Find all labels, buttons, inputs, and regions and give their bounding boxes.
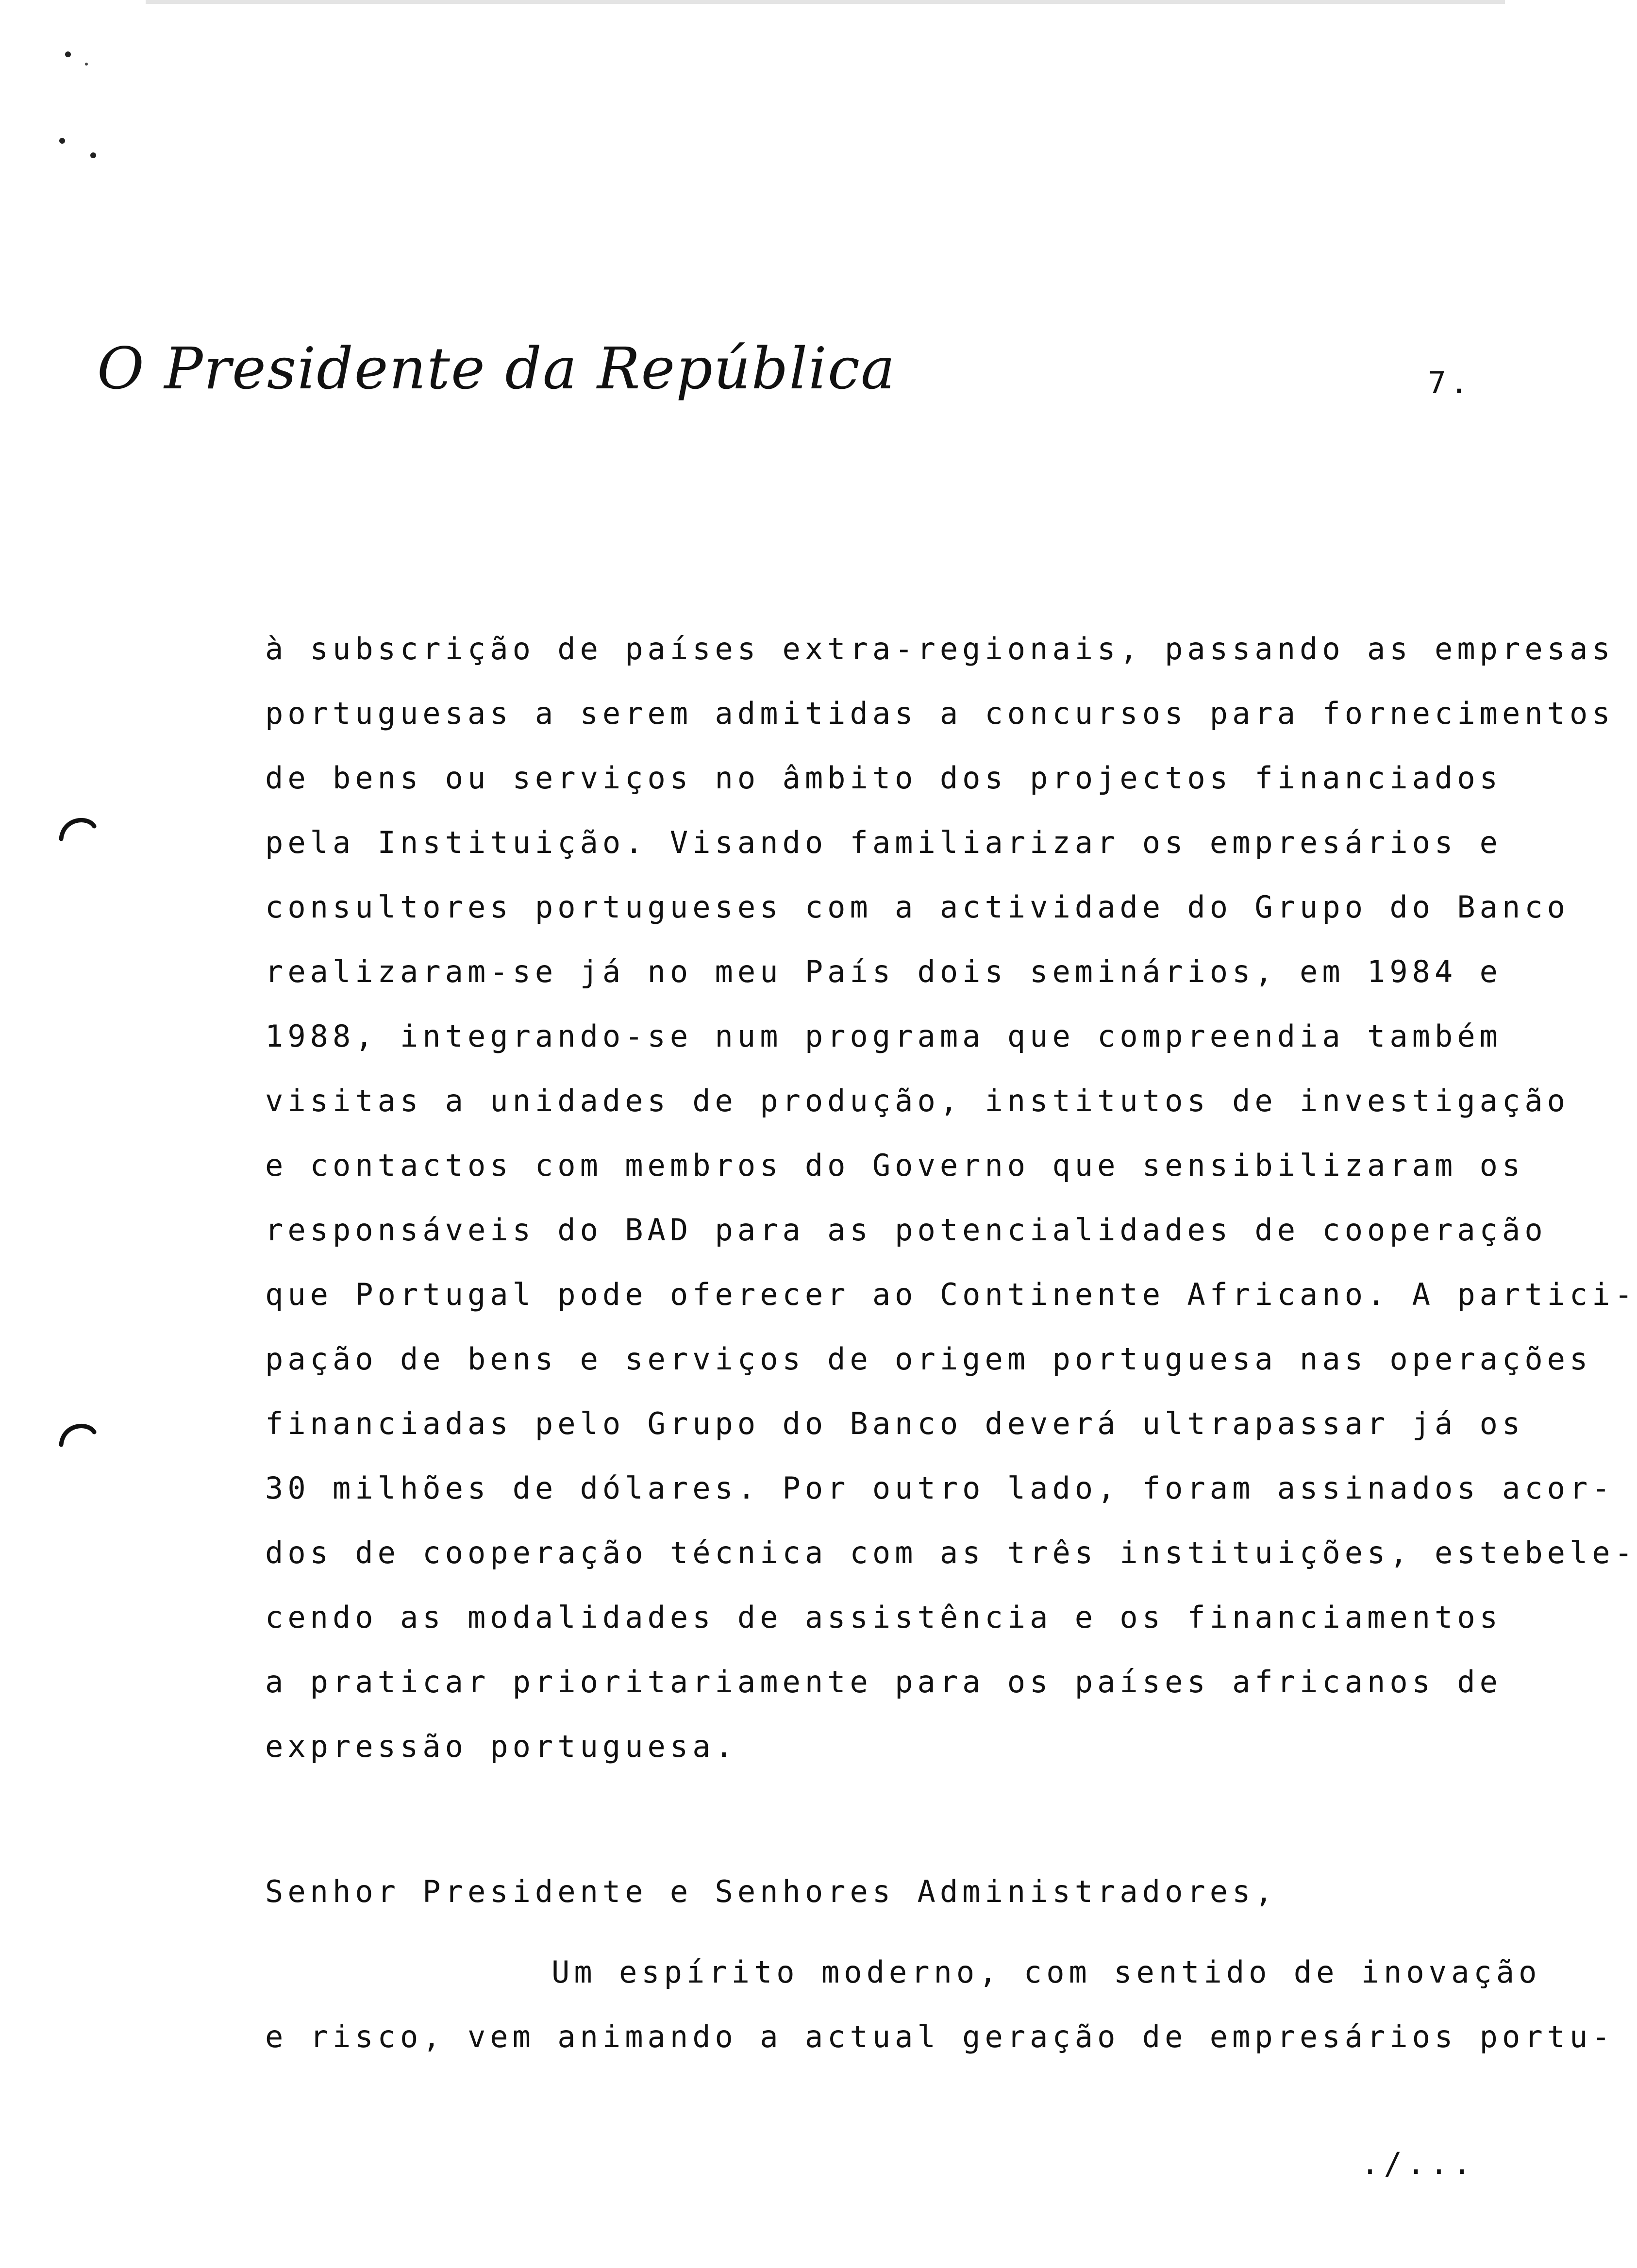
text-line: e risco, vem animando a actual geração de empresários portu- — [265, 2019, 1615, 2054]
paragraph-1 — [265, 617, 1637, 1779]
text-line: 1988, integrando-se num programa que compreendia também — [265, 1018, 1502, 1054]
text-line: realizaram-se já no meu País dois seminários, em 1984 e — [265, 954, 1502, 989]
page-number: 7. — [1428, 365, 1472, 400]
scan-artifacts — [0, 0, 1592, 194]
continuation-mark: ./... — [1361, 2146, 1476, 2181]
letterhead-title: O Presidente da República — [97, 335, 896, 402]
text-line: à subscrição de países extra-regionais, passando as empresas — [265, 631, 1615, 667]
speck-mark — [85, 63, 88, 66]
text-line: Um espírito moderno, com sentido de inovação — [551, 1954, 1541, 1990]
text-line: pação de bens e serviços de origem portuguesa nas operações — [265, 1341, 1592, 1377]
speck-mark — [90, 152, 96, 158]
top-edge-smudge — [146, 0, 1505, 4]
text-line: pela Instituição. Visando familiarizar os empresários e — [265, 825, 1502, 860]
text-line: portuguesas a serem admitidas a concursos para fornecimentos — [265, 696, 1615, 731]
text-line: financiadas pelo Grupo do Banco deverá ultrapassar já os — [265, 1406, 1525, 1441]
text-line: expressão portuguesa. — [265, 1729, 737, 1764]
paragraph-2 — [265, 1940, 1615, 2069]
text-line: cendo as modalidades de assistência e os financiamentos — [265, 1600, 1502, 1635]
text-line: a praticar prioritariamente para os países africanos de — [265, 1664, 1502, 1700]
text-line: dos de cooperação técnica com as três instituições, estebele- — [265, 1535, 1637, 1570]
text-line: visitas a unidades de produção, institutos de investigação — [265, 1083, 1570, 1118]
text-line: que Portugal pode oferecer ao Continente Africano. A partici- — [265, 1277, 1637, 1312]
hole-punch-icon — [57, 812, 96, 841]
text-line: consultores portugueses com a actividade do Grupo do Banco — [265, 889, 1570, 925]
text-line: e contactos com membros do Governo que sensibilizaram os — [265, 1148, 1525, 1183]
speck-mark — [59, 138, 65, 144]
text-line: 30 milhões de dólares. Por outro lado, foram assinados acor- — [265, 1470, 1615, 1506]
hole-punch-icon — [57, 1418, 96, 1447]
text-line: responsáveis do BAD para as potencialidades de cooperação — [265, 1212, 1547, 1248]
text-line: de bens ou serviços no âmbito dos projectos financiados — [265, 760, 1502, 796]
speck-mark — [65, 51, 71, 57]
salutation: Senhor Presidente e Senhores Administradores, — [265, 1874, 1277, 1909]
